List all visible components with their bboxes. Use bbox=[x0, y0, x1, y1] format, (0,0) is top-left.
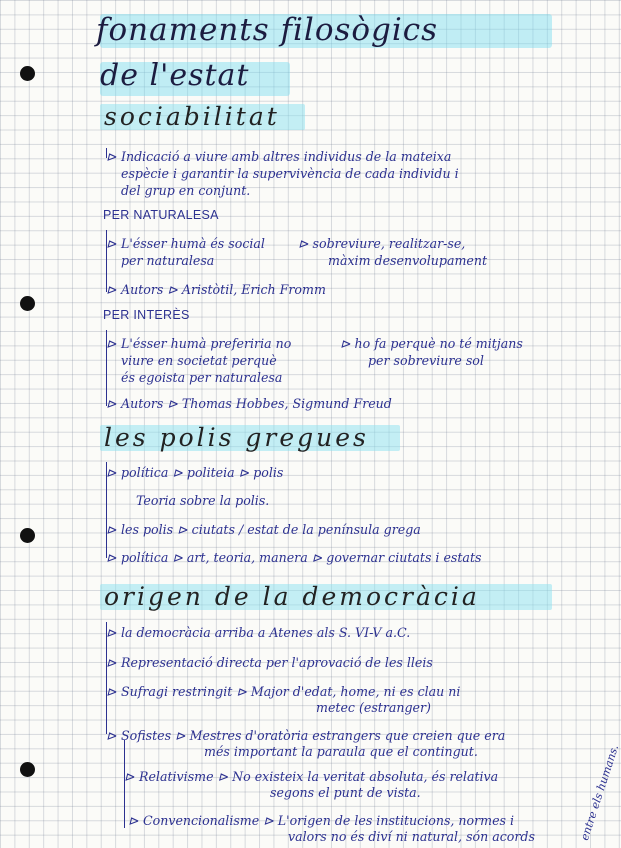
page-title-line2: de l'estat bbox=[100, 58, 250, 93]
naturalesa-authors: Autors ⊳ Aristòtil, Erich Fromm bbox=[121, 282, 326, 297]
arrow-icon: ⊳ bbox=[124, 769, 135, 784]
margin-note: entre els humans. bbox=[578, 743, 621, 843]
subheading-per-interes: PER INTERÈS bbox=[103, 308, 190, 322]
arrow-icon: ⊳ bbox=[106, 684, 117, 699]
section-heading-democracia: origen de la democràcia bbox=[104, 582, 480, 611]
polis-etymology: política ⊳ politeia ⊳ polis bbox=[121, 465, 284, 480]
democracia-origin: la democràcia arriba a Atenes als S. VI-V a.C. bbox=[121, 625, 411, 640]
arrow-icon: ⊳ bbox=[106, 236, 117, 251]
section-heading-sociabilitat: sociabilitat bbox=[104, 102, 280, 131]
polis-definition: Teoria sobre la polis. bbox=[136, 493, 270, 508]
section-heading-polis: les polis gregues bbox=[104, 423, 369, 452]
arrow-icon: ⊳ bbox=[106, 465, 117, 480]
interes-statement: és egoista per naturalesa bbox=[121, 370, 283, 385]
democracia-sophists: Sofistes ⊳ Mestres d'oratòria estrangers que creien que era bbox=[121, 728, 506, 743]
conventionalism-note: valors no és diví ni natural, són acords bbox=[288, 829, 535, 844]
interes-authors: Autors ⊳ Thomas Hobbes, Sigmund Freud bbox=[121, 396, 392, 411]
interes-statement: viure en societat perquè bbox=[121, 353, 277, 368]
arrow-icon: ⊳ bbox=[106, 149, 117, 164]
page-title-line1: fonaments filosògics bbox=[96, 12, 439, 48]
subheading-per-naturalesa: PER NATURALESA bbox=[103, 208, 219, 222]
arrow-icon: ⊳ bbox=[106, 336, 117, 351]
arrow-icon: ⊳ bbox=[106, 522, 117, 537]
interes-statement: L'ésser humà preferiria no bbox=[121, 336, 292, 351]
naturalesa-consequence: màxim desenvolupament bbox=[328, 253, 488, 268]
democracia-representation: Representació directa per l'aprovació de les lleis bbox=[121, 655, 433, 670]
binder-hole bbox=[20, 528, 35, 543]
arrow-icon: ⊳ bbox=[106, 625, 117, 640]
binder-hole bbox=[20, 66, 35, 81]
naturalesa-statement: L'ésser humà és social bbox=[121, 236, 265, 251]
democracia-suffrage: Sufragi restringit ⊳ Major d'edat, home, ni es clau ni bbox=[121, 684, 461, 699]
arrow-icon: ⊳ bbox=[106, 282, 117, 297]
interes-consequence: per sobreviure sol bbox=[368, 353, 484, 368]
definition-line: Indicació a viure amb altres individus de la mateixa bbox=[121, 149, 452, 164]
conventionalism-note: Convencionalisme ⊳ L'origen de les institucions, normes i bbox=[143, 813, 515, 828]
definition-line: del grup en conjunt. bbox=[121, 183, 251, 198]
polis-meaning: les polis ⊳ ciutats / estat de la península grega bbox=[121, 522, 421, 537]
democracia-suffrage: metec (estranger) bbox=[316, 700, 431, 715]
relativism-note: segons el punt de vista. bbox=[270, 785, 421, 800]
arrow-icon: ⊳ bbox=[106, 655, 117, 670]
interes-consequence: ⊳ ho fa perquè no té mitjans bbox=[340, 336, 523, 351]
definition-line: espècie i garantir la supervivència de cada individu i bbox=[121, 166, 459, 181]
naturalesa-consequence: ⊳ sobreviure, realitzar-se, bbox=[298, 236, 466, 251]
relativism-note: Relativisme ⊳ No existeix la veritat absoluta, és relativa bbox=[139, 769, 499, 784]
binder-hole bbox=[20, 296, 35, 311]
arrow-icon: ⊳ bbox=[106, 396, 117, 411]
arrow-icon: ⊳ bbox=[128, 813, 139, 828]
arrow-icon: ⊳ bbox=[106, 550, 117, 565]
naturalesa-statement: per naturalesa bbox=[121, 253, 215, 268]
binder-hole bbox=[20, 762, 35, 777]
politica-meaning: política ⊳ art, teoria, manera ⊳ governar ciutats i estats bbox=[121, 550, 482, 565]
democracia-sophists: més important la paraula que el contingut. bbox=[204, 744, 478, 759]
arrow-icon: ⊳ bbox=[106, 728, 117, 743]
